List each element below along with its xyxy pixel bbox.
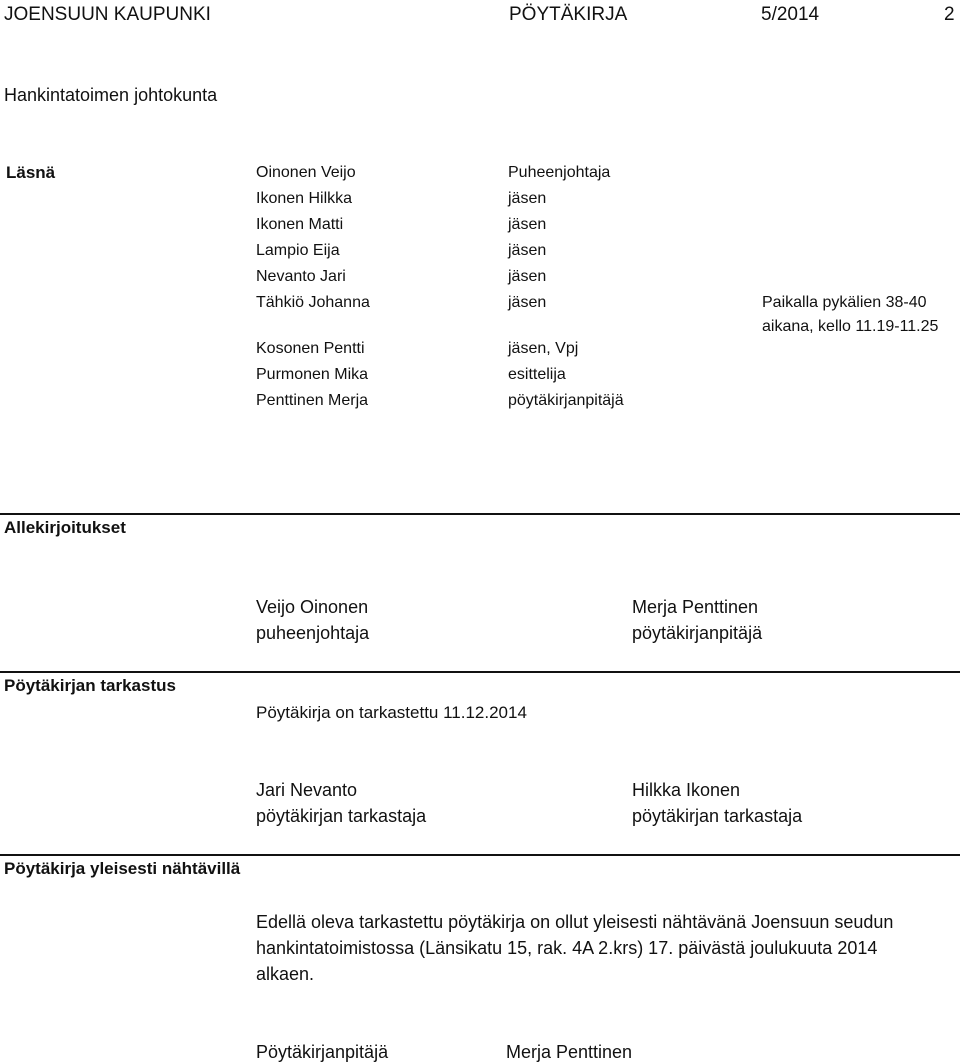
section-divider xyxy=(0,513,960,515)
member-name: Purmonen Mika xyxy=(256,366,369,383)
footer-role: Pöytäkirjanpitäjä xyxy=(256,1042,389,1062)
reviewer-title: pöytäkirjan tarkastaja xyxy=(256,806,427,826)
member-role: pöytäkirjanpitäjä xyxy=(508,392,624,409)
signatures-label: Allekirjoitukset xyxy=(4,518,126,537)
member-name: Ikonen Hilkka xyxy=(256,190,353,207)
signature-title: puheenjohtaja xyxy=(256,623,370,643)
member-note: aikana, kello 11.19-11.25 xyxy=(762,318,939,335)
reviewer-title: pöytäkirjan tarkastaja xyxy=(632,806,803,826)
section-divider xyxy=(0,854,960,856)
member-name: Oinonen Veijo xyxy=(256,164,356,181)
attendance-label: Läsnä xyxy=(6,163,56,182)
page-number: 2 xyxy=(944,4,955,25)
member-role: jäsen xyxy=(508,216,547,233)
member-name: Nevanto Jari xyxy=(256,268,346,285)
public-text-line: alkaen. xyxy=(256,964,315,984)
member-role: jäsen xyxy=(508,190,547,207)
member-role: jäsen, Vpj xyxy=(508,340,579,357)
footer-name: Merja Penttinen xyxy=(506,1042,633,1062)
member-role: jäsen xyxy=(508,242,547,259)
member-name: Kosonen Pentti xyxy=(256,340,365,357)
public-text-line: Edellä oleva tarkastettu pöytäkirja on ollut yleisesti nähtävänä Joensuun seudun xyxy=(256,912,894,932)
member-role: jäsen xyxy=(508,268,547,285)
signature-name: Merja Penttinen xyxy=(632,597,759,617)
reviewer-name: Jari Nevanto xyxy=(256,780,358,800)
body-name: Hankintatoimen johtokunta xyxy=(4,85,218,105)
member-name: Ikonen Matti xyxy=(256,216,344,233)
member-role: jäsen xyxy=(508,294,547,311)
member-name: Lampio Eija xyxy=(256,242,340,259)
member-name: Tähkiö Johanna xyxy=(256,294,370,311)
section-divider xyxy=(0,671,960,673)
public-label: Pöytäkirja yleisesti nähtävillä xyxy=(4,859,241,878)
review-label: Pöytäkirjan tarkastus xyxy=(4,676,176,695)
public-text-line: hankintatoimistossa (Länsikatu 15, rak. 4A 2.krs) 17. päivästä joulukuuta 2014 xyxy=(256,938,878,958)
organization-name: JOENSUUN KAUPUNKI xyxy=(4,4,211,25)
review-text: Pöytäkirja on tarkastettu 11.12.2014 xyxy=(256,703,527,722)
signature-name: Veijo Oinonen xyxy=(256,597,369,617)
member-name: Penttinen Merja xyxy=(256,392,369,409)
member-role: esittelija xyxy=(508,366,566,383)
signature-title: pöytäkirjanpitäjä xyxy=(632,623,763,643)
member-note: Paikalla pykälien 38-40 xyxy=(762,294,927,311)
document-number: 5/2014 xyxy=(761,4,820,25)
member-role: Puheenjohtaja xyxy=(508,164,611,181)
document-type: PÖYTÄKIRJA xyxy=(509,4,628,25)
reviewer-name: Hilkka Ikonen xyxy=(632,780,741,800)
